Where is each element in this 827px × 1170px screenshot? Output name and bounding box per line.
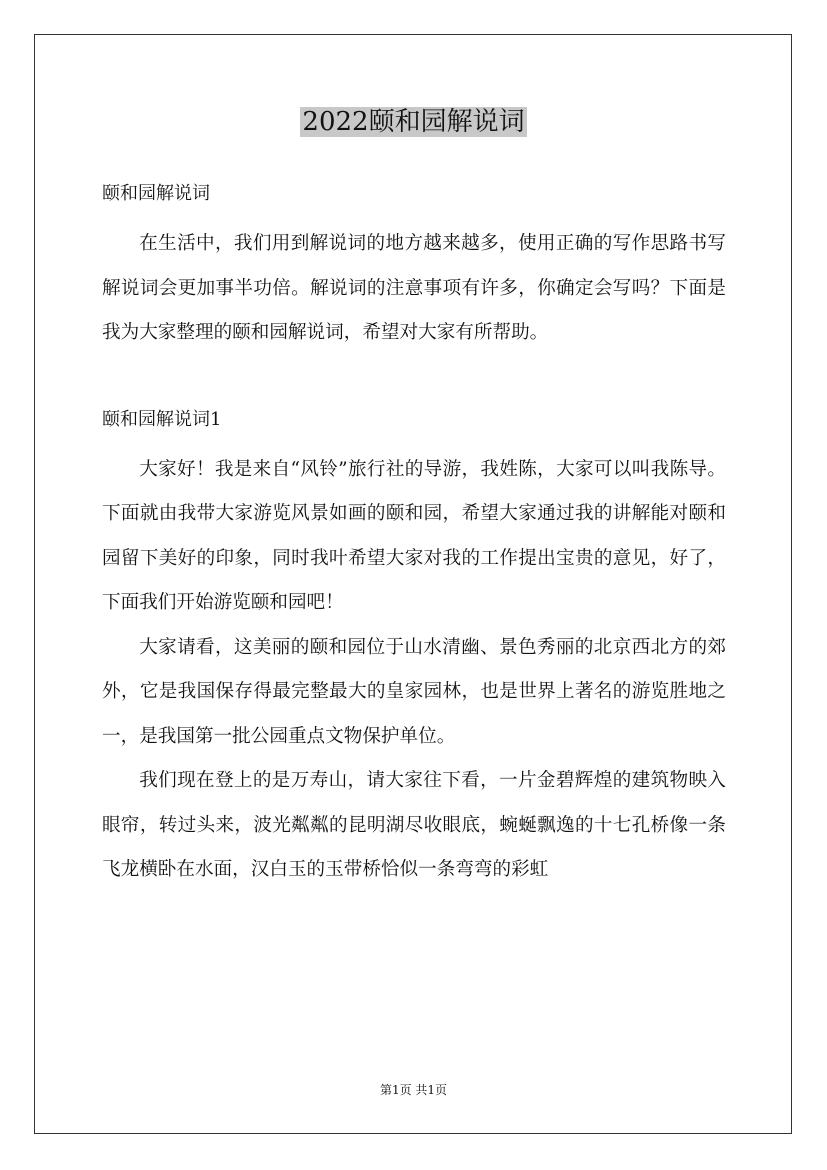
section-heading: 颐和园解说词	[102, 183, 210, 204]
document-body	[102, 176, 726, 893]
section-heading: 颐和园解说词1	[102, 408, 222, 430]
page-number-footer: 第1页 共1页	[379, 1083, 448, 1097]
spacer	[102, 438, 726, 448]
paragraph: 在生活中，我们用到解说词的地方越来越多，使用正确的写作思路书写解说词会更加事半功倍。解说词的注意事项有许多，你确定会写吗？下面是我为大家整理的颐和园解说词，希望对大家有所帮助。	[102, 233, 726, 343]
spacer	[102, 356, 726, 402]
spacer	[102, 212, 726, 222]
paragraph: 大家好！我是来自“风铃”旅行社的导游，我姓陈，大家可以叫我陈导。下面就由我带大家游览风景如画的颐和园，希望大家通过我的讲解能对颐和园留下美好的印象，同时我叶希望大家对我的工作提出宝贵的意见，好了，下面我们开始游览颐和园吧！	[102, 458, 726, 613]
document-title	[0, 102, 827, 142]
document-title-text: 2022颐和园解说词	[302, 107, 525, 137]
paragraph: 大家请看，这美丽的颐和园位于山水清幽、景色秀丽的北京西北方的郊外，它是我国保存得最完整最大的皇家园林，也是世界上著名的游览胜地之一，是我国第一批公园重点文物保护单位。	[102, 636, 726, 747]
paragraph: 我们现在登上的是万寿山，请大家往下看，一片金碧辉煌的建筑物映入眼帘，转过头来，波光粼粼的昆明湖尽收眼底，蜿蜒飘逸的十七孔桥像一条飞龙横卧在水面，汉白玉的玉带桥恰似一条弯弯的彩虹	[102, 770, 726, 880]
